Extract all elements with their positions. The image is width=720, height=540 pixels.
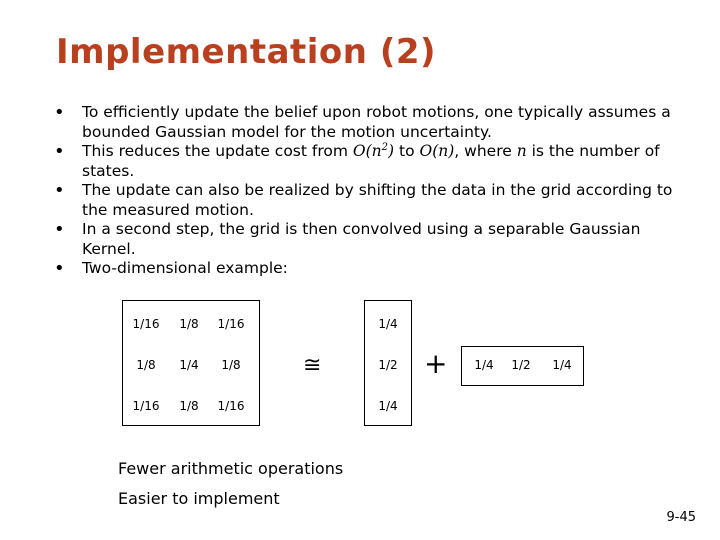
page-number: 9-45 <box>666 510 696 525</box>
math-on: O(n) <box>419 142 455 160</box>
plus-symbol: + <box>424 347 448 380</box>
bullet-dot-icon: • <box>54 258 65 279</box>
math-n: n <box>516 142 527 160</box>
kernel-col-cell: 1/2 <box>378 358 398 372</box>
kernel-row-cell: 1/2 <box>511 358 531 372</box>
kernel-col-cell: 1/4 <box>378 317 398 331</box>
bullet-text: Two-dimensional example: <box>82 259 288 277</box>
bullet-text: The update can also be realized by shifting the data in the grid according to the measured motion. <box>82 181 673 219</box>
bullet-list <box>54 103 694 279</box>
kernel-col-cell: 1/4 <box>378 399 398 413</box>
kernel-2d-cell: 1/16 <box>217 317 245 331</box>
bullet-text: This reduces the update cost from $O(n^2)$ to O(n), where n is the number of states. <box>82 141 660 180</box>
bullet-item <box>54 220 694 259</box>
bullet-item <box>54 103 694 142</box>
kernel-2d-cell: 1/16 <box>132 399 160 413</box>
bullet-dot-icon: • <box>54 219 65 240</box>
bullet-dot-icon: • <box>54 141 65 162</box>
kernel-2d-cell: 1/8 <box>179 399 199 413</box>
bullet-dot-icon: • <box>54 102 65 123</box>
bullet-text: In a second step, the grid is then convolved using a separable Gaussian Kernel. <box>82 220 641 258</box>
note-easier-implement: Easier to implement <box>118 489 280 508</box>
bullet-item <box>54 142 694 181</box>
math-on2: $O(n^2)$ <box>352 141 395 160</box>
kernel-row-cell: 1/4 <box>552 358 572 372</box>
bullet-item <box>54 259 694 279</box>
kernel-2d-cell: 1/8 <box>179 317 199 331</box>
kernel-2d-cell: 1/16 <box>217 399 245 413</box>
approx-equal-symbol: ≅ <box>303 353 322 378</box>
note-fewer-operations: Fewer arithmetic operations <box>118 459 344 478</box>
slide-title: Implementation (2) <box>56 32 437 72</box>
bullet-text: To efficiently update the belief upon robot motions, one typically assumes a bounded Gaussian model for the motion uncertainty. <box>82 103 671 141</box>
kernel-2d-cell: 1/16 <box>132 317 160 331</box>
bullet-item <box>54 181 694 220</box>
kernel-2d-cell: 1/4 <box>179 358 199 372</box>
kernel-2d-cell: 1/8 <box>221 358 241 372</box>
kernel-row-cell: 1/4 <box>474 358 494 372</box>
bullet-dot-icon: • <box>54 180 65 201</box>
kernel-2d-cell: 1/8 <box>136 358 156 372</box>
